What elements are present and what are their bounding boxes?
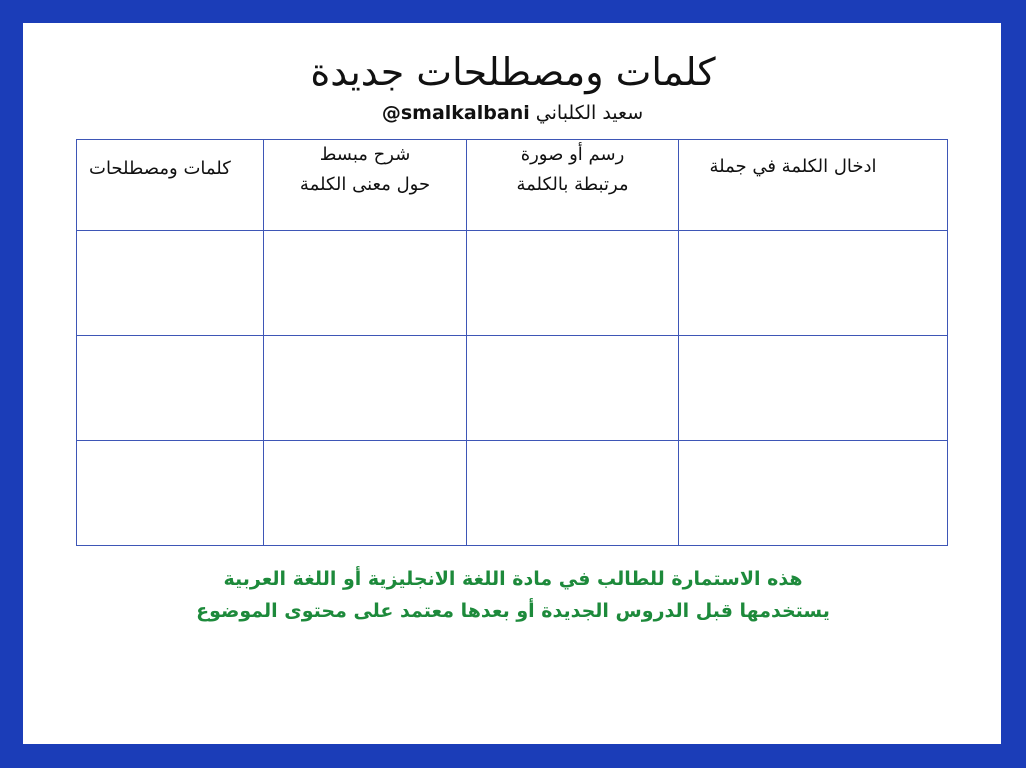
table-cell[interactable]	[77, 336, 264, 441]
header-drawing	[467, 140, 679, 231]
vocabulary-table	[76, 139, 948, 546]
page-title: كلمات ومصطلحات جديدة	[310, 50, 716, 94]
header-sentence-label: ادخال الكلمة في جملة	[709, 156, 877, 177]
table-cell[interactable]	[467, 231, 679, 336]
footer-line-2: يستخدمها قبل الدروس الجديدة أو بعدها معتمد على محتوى الموضوع	[196, 600, 830, 622]
table-cell[interactable]	[264, 441, 467, 546]
header-explanation	[264, 140, 467, 231]
table-row	[77, 336, 948, 441]
author-handle: @smalkalbani	[381, 102, 530, 124]
table-cell[interactable]	[679, 231, 948, 336]
footer-line-1: هذه الاستمارة للطالب في مادة اللغة الانجليزية أو اللغة العربية	[223, 568, 803, 590]
table-row	[77, 441, 948, 546]
header-sentence	[679, 140, 948, 231]
table-cell[interactable]	[679, 441, 948, 546]
table-cell[interactable]	[264, 336, 467, 441]
table-cell[interactable]	[467, 336, 679, 441]
table-header-row	[77, 140, 948, 231]
table-cell[interactable]	[679, 336, 948, 441]
table-cell[interactable]	[264, 231, 467, 336]
header-words-terms	[77, 140, 264, 231]
header-drawing-label: رسم أو صورة مرتبطة بالكلمة	[516, 144, 629, 195]
header-explanation-label: شرح مبسط حول معنى الكلمة	[299, 144, 431, 195]
table-cell[interactable]	[77, 441, 264, 546]
author-name: سعيد الكلباني	[535, 102, 644, 124]
table-row	[77, 231, 948, 336]
table-cell[interactable]	[467, 441, 679, 546]
header-words-terms-label: كلمات ومصطلحات	[89, 158, 231, 179]
table-cell[interactable]	[77, 231, 264, 336]
author-credit	[370, 102, 655, 124]
